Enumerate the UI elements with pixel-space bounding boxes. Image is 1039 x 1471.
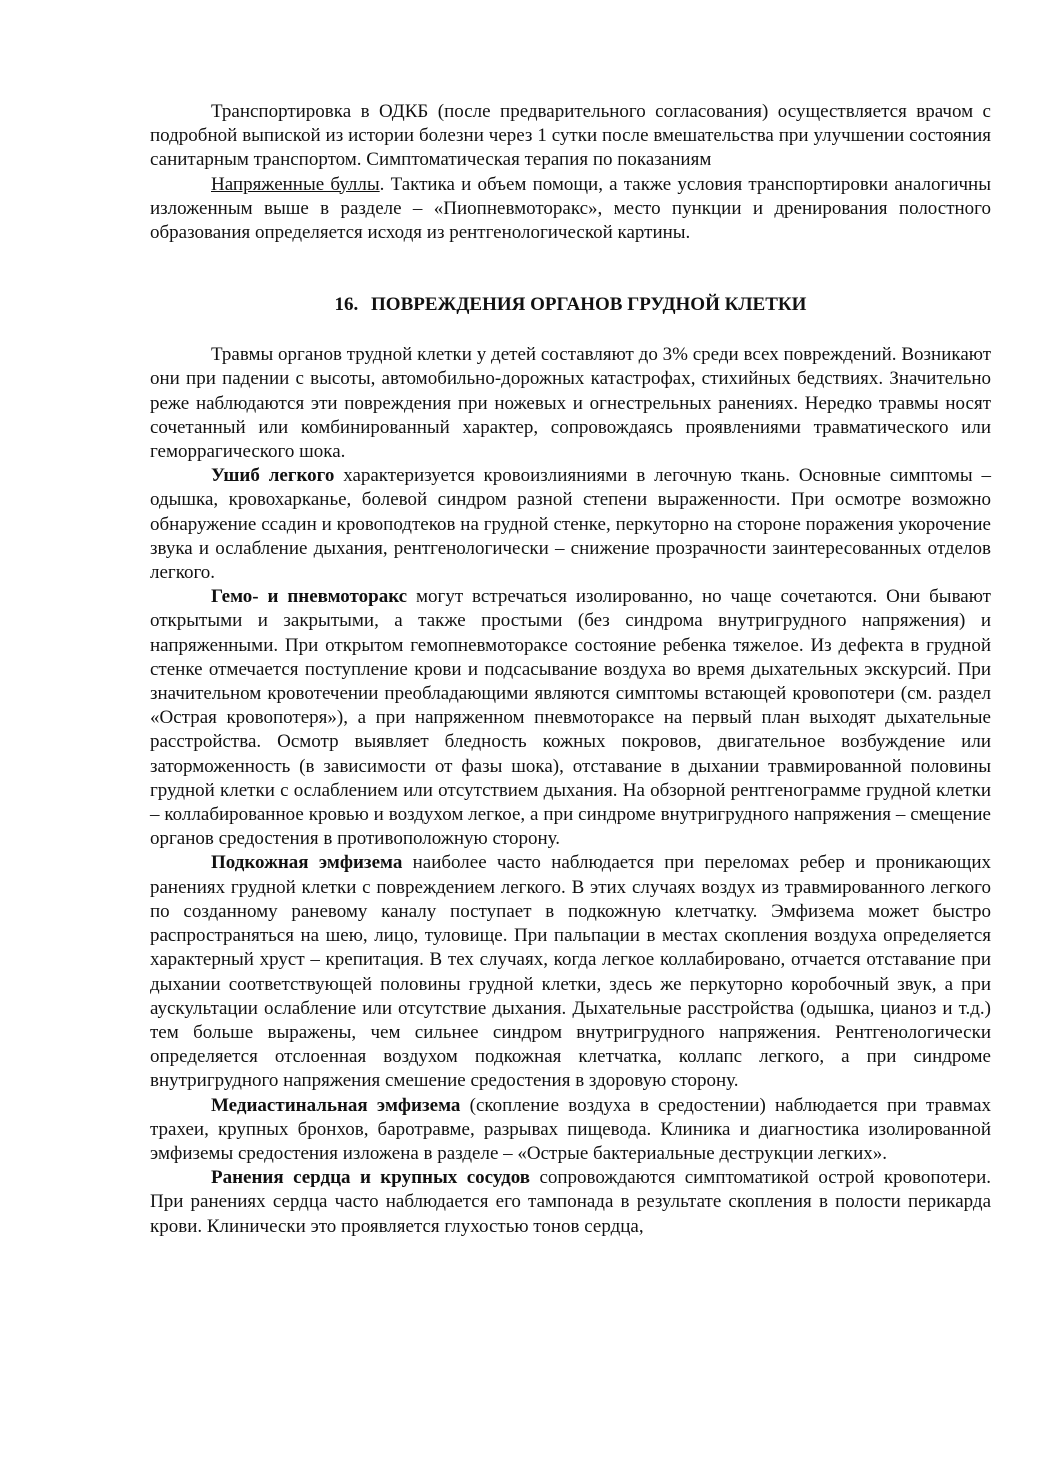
paragraph-text: Транспортировка в ОДКБ (после предварительного согласования) осуществляется врачом с подробной выпиской из истории болезни через 1 сутки после вмешательства при улучшении состояния санитарным транспортом. Симптоматическая терапия по показаниям: [150, 101, 991, 171]
section-number: 16.: [334, 294, 359, 316]
paragraph-text: наиболее часто наблюдается при переломах ребер и проникающих ранениях грудной клетки с повреждением легкого. В этих случаях воздух из травмированного легкого по созданному раневому каналу поступает в подкожную клетчатку. Эмфизема может быстро распространяться на шею, лицо, туловище. При пальпации в местах скопления воздуха определяется характерный хруст – крепитация. В тех случаях, когда легкое коллабировано, отчается отставание при дыхании соответствующей половины грудной клетки, здесь же перкуторно коробочный звук, а при аускультации ослабление или отсутствие дыхания. Дыхательные расстройства (одышка, цианоз и т.д.) тем больше выражены, чем сильнее синдром внутригрудного напряжения. Рентгенологически определяется отслоенная воздухом подкожная клетчатка, коллапс легкого, а при синдроме внутригрудного напряжения смешение средостения в здоровую сторону.: [150, 852, 992, 1092]
paragraph-transport: [150, 100, 991, 173]
paragraph-tense-bullae: [150, 173, 991, 246]
paragraph-chest-trauma-intro: [150, 343, 991, 464]
section-title: ПОВРЕЖДЕНИЯ ОРГАНОВ ГРУДНОЙ КЛЕТКИ: [371, 294, 807, 316]
paragraph-subcutaneous-emphysema: [150, 851, 991, 1093]
paragraph-text: (скопление воздуха в средостении) наблюдается при травмах трахеи, крупных бронхов, баротравме, разрывах пищевода. Клиника и диагностика изолированной эмфиземы средостения изложена в разделе – «Острые бактериальные деструкции легких».: [150, 1094, 991, 1164]
paragraph-lung-contusion: [150, 464, 991, 585]
paragraph-text: . Тактика и объем помощи, а также условия транспортировки аналогичны изложенным выше в разделе – «Пиопневмоторакс», место пункции и дренирования полостного образования определяется исходя из рентгенологической картины.: [150, 173, 991, 244]
paragraph-lead-bold: Ранения сердца и крупных сосудов: [211, 1167, 531, 1189]
paragraph-mediastinal-emphysema: [150, 1094, 991, 1167]
paragraph-hemopneumothorax: [150, 585, 991, 851]
paragraph-text: Травмы органов трудной клетки у детей составляют до 3% среди всех повреждений. Возникают они при падении с высоты, автомобильно-дорожных катастрофах, стихийных бедствиях. Значительно реже наблюдаются эти повреждения при ножевых и огнестрельных ранениях. Нередко травмы носят сочетанный или комбинированный характер, сопровождаясь проявлениями травматического или геморрагического шока.: [150, 344, 991, 463]
document-page: [150, 100, 991, 1239]
paragraph-lead-bold: Ушиб легкого: [211, 465, 335, 487]
section-heading: [150, 293, 991, 317]
paragraph-heart-vessel-wounds: [150, 1166, 991, 1239]
paragraph-lead-underlined: Напряженные буллы: [211, 173, 380, 195]
paragraph-lead-bold: Гемо- и пневмоторакс: [211, 586, 408, 608]
paragraph-lead-bold: Медиастинальная эмфизема: [211, 1094, 461, 1116]
paragraph-text: сопровождаются симптоматикой острой кровопотери. При ранениях сердца часто наблюдается его тампонада в результате скопления в полости перикарда крови. Клинически это проявляется глухостью тонов сердца,: [150, 1167, 991, 1237]
paragraph-text: могут встречаться изолированно, но чаще сочетаются. Они бывают открытыми и закрытыми, а также простыми (без синдрома внутригрудного напряжения) и напряженными. При открытом гемопневмотораксе состояние ребенка тяжелое. Из дефекта в грудной стенке отмечается поступление крови и подсасывание воздуха во время дыхательных экскурсий. При значительном кровотечении преобладающими являются симптомы встающей кровопотери (см. раздел «Острая кровопотеря»), а при напряженном пневмотораксе на первый план выходят дыхательные расстройства. Осмотр выявляет бледность кожных покровов, двигательное возбуждение или заторможенность (в зависимости от фазы шока), отставание в дыхании травмированной половины грудной клетки с ослаблением или отсутствием дыхания. На обзорной рентгенограмме грудной клетки – коллабированное кровью и воздухом легкое, а при синдроме внутригрудного напряжения – смещение органов средостения в противоположную сторону.: [150, 586, 991, 850]
paragraph-text: характеризуется кровоизлияниями в легочную ткань. Основные симптомы – одышка, кровохарканье, болевой синдром разной степени выраженности. При осмотре возможно обнаружение ссадин и кровоподтеков на грудной стенке, перкуторно на стороне поражения укорочение звука и ослабление дыхания, рентгенологически – снижение прозрачности заинтересованных отделов легкого.: [150, 465, 991, 584]
paragraph-lead-bold: Подкожная эмфизема: [211, 852, 403, 874]
